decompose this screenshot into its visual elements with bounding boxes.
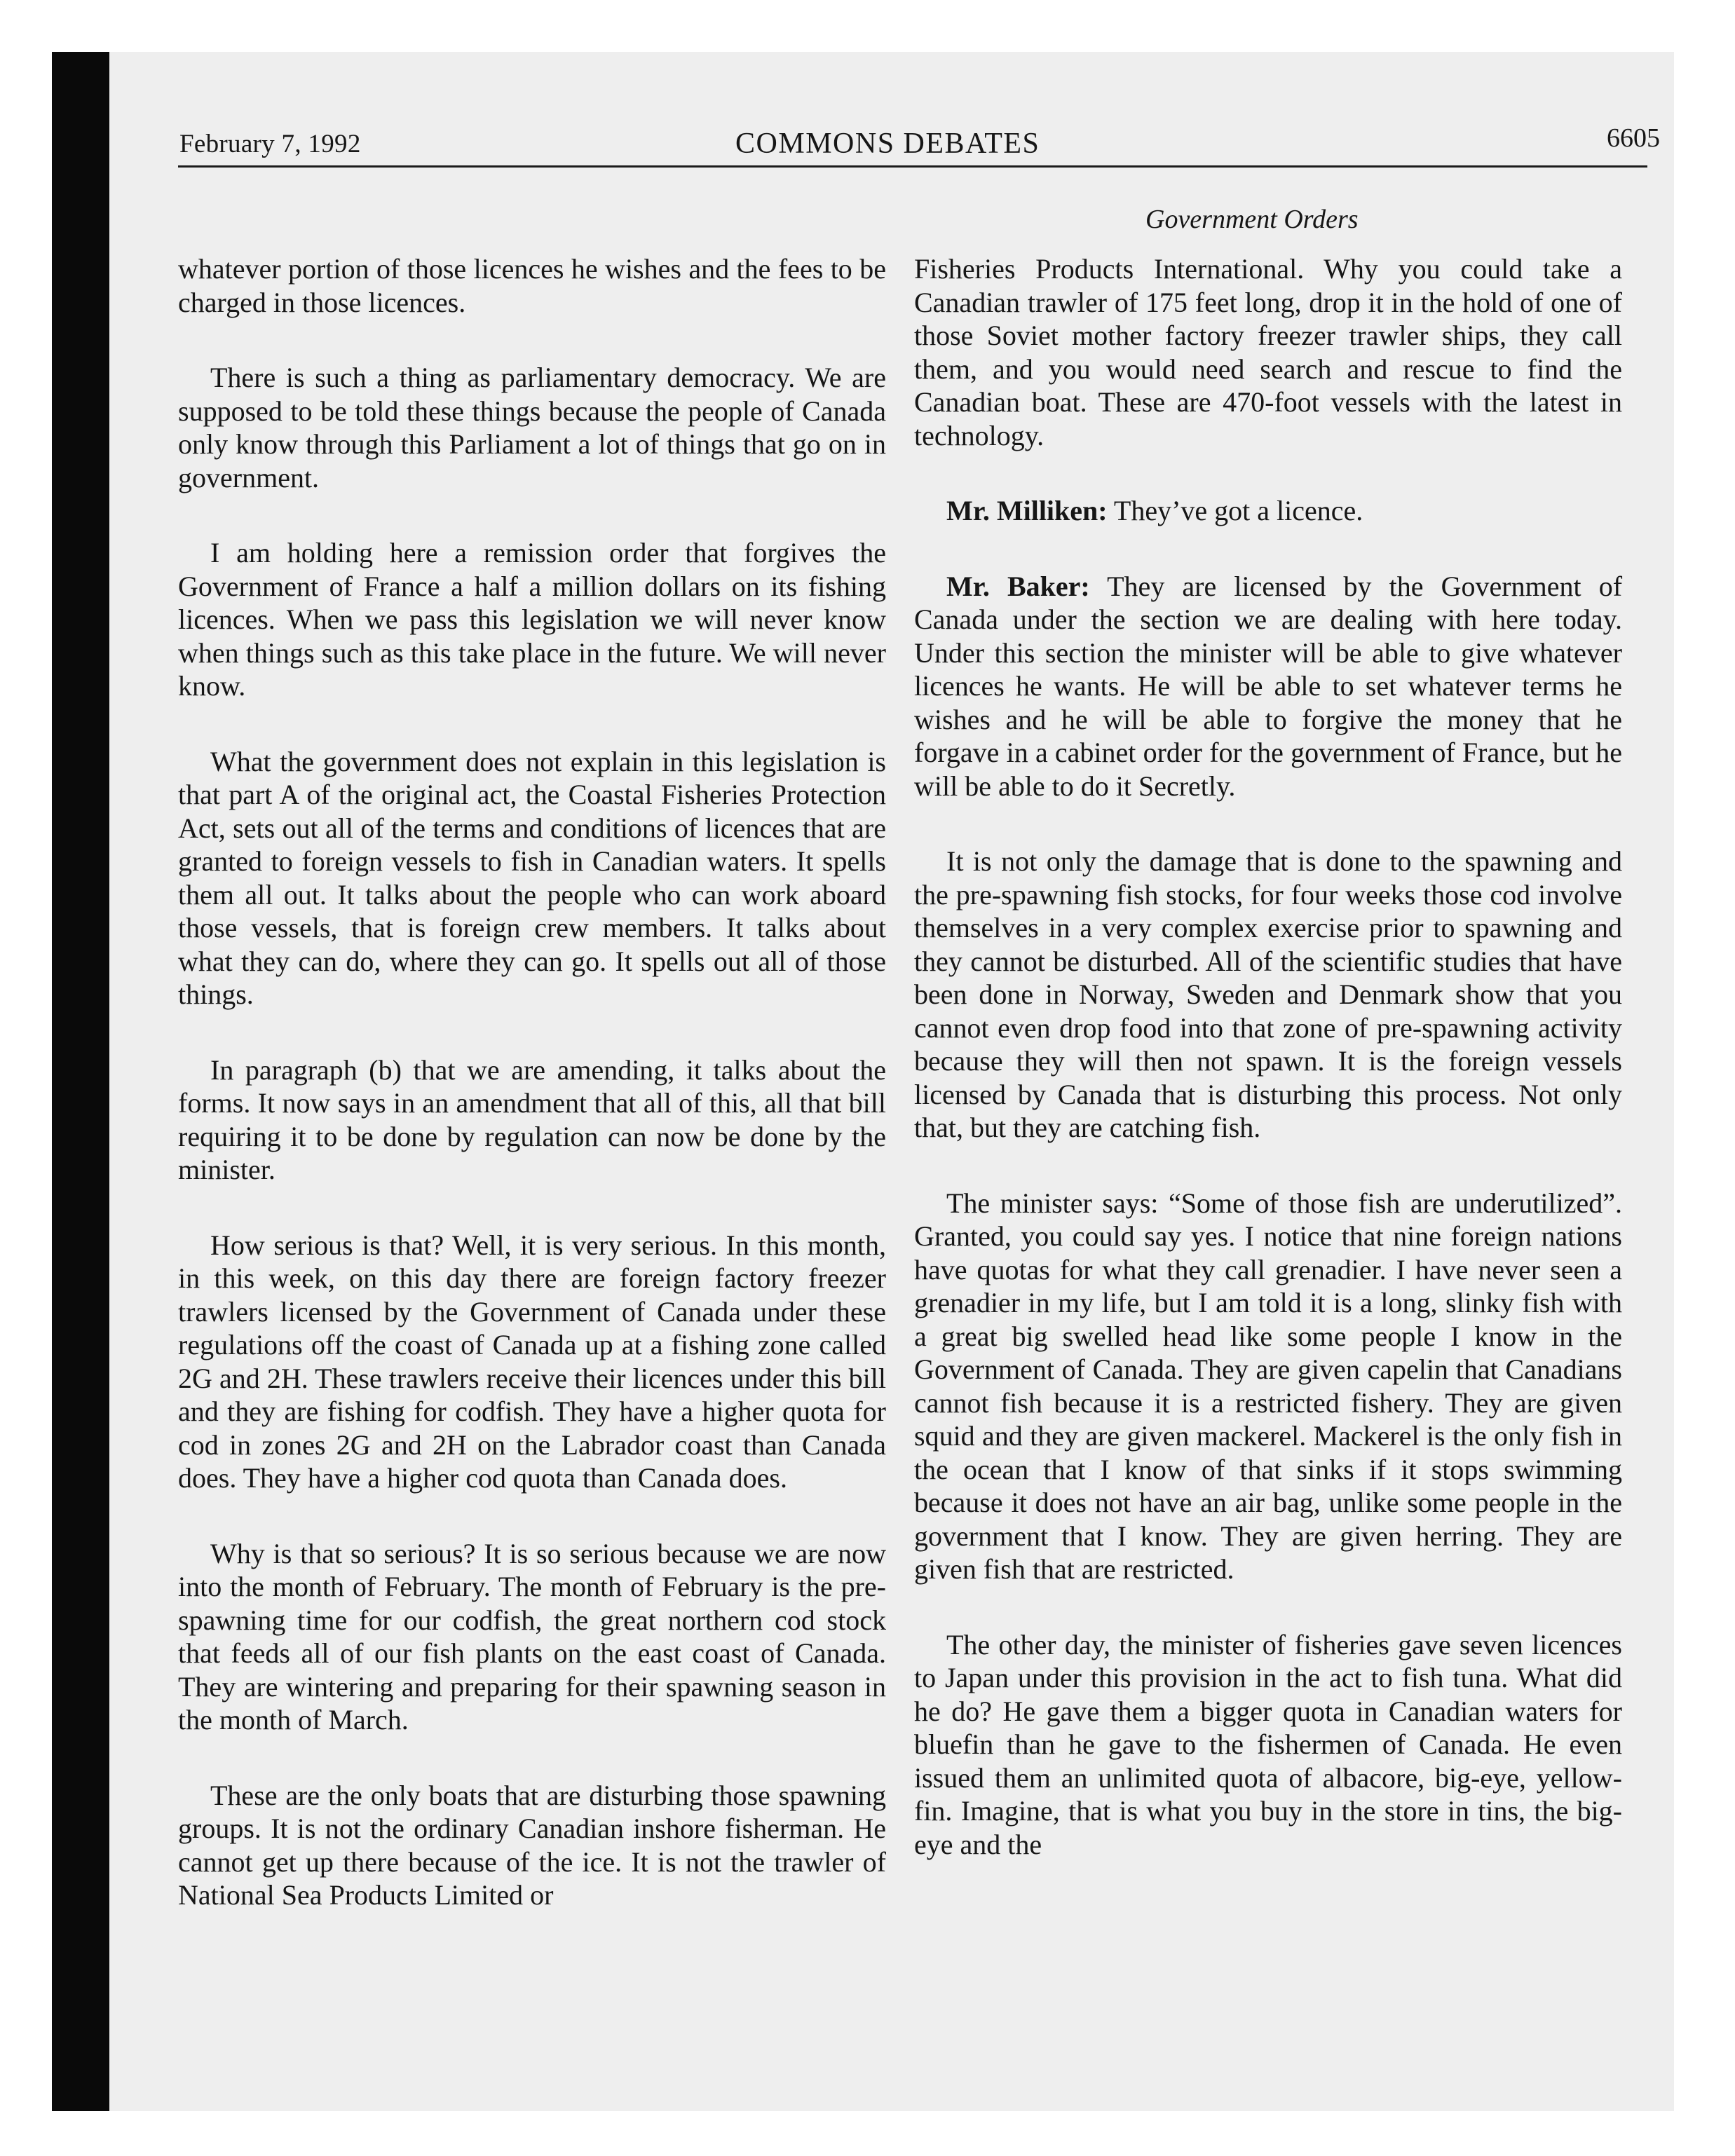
paragraph: The minister says: “Some of those fish are underutilized”. Granted, you could say yes. I notice that nine foreign nations have quotas for what they call grenadier. I have never seen a grenadier in my life, but I am told it is a long, slinky fish with a great big swelled head like some people I know in the Government of Canada. They are given capelin that Canadians cannot fish because it is a restricted fishery. They are given squid and they are given mackerel. Mackerel is the only fish in the ocean that I know of that sinks if it stops swimming because it does not have an air bag, unlike some people in the government that I know. They are given herring. They are given fish that are restricted. <box>914 1187 1622 1585</box>
speech-text: They’ve got a licence. <box>1113 495 1363 526</box>
left-column <box>178 252 886 1954</box>
paragraph: Why is that so serious? It is so serious because we are now into the month of February. The month of February is the pre-spawning time for our codfish, the great northern cod stock that feeds all of our fish plants on the east coast of Canada. They are wintering and preparing for their spawning season in the month of March. <box>178 1537 886 1735</box>
section-label: Government Orders <box>1145 205 1359 234</box>
right-column <box>914 252 1622 1903</box>
speech-milliken <box>914 494 1622 528</box>
paragraph: The other day, the minister of fisheries gave seven licences to Japan under this provision in the act to fish tuna. What did he do? He gave them a bigger quota in Canadian waters for bluefin than he gave to the fishermen of Canada. He even issued them an unlimited quota of albacore, big-eye, yellow-fin. Imagine, that is what you buy in the store in tins, the big-eye and the <box>914 1628 1622 1860</box>
paragraph: I am holding here a remission order that forgives the Government of France a half a million dollars on its fishing licences. When we pass this legislation we will never know when things such as this take place in the future. We will never know. <box>178 537 886 702</box>
header-rule <box>178 165 1647 168</box>
header-title: COMMONS DEBATES <box>735 128 1040 160</box>
paragraph: What the government does not explain in this legislation is that part A of the original act, the Coastal Fisheries Protection Act, sets out all of the terms and conditions of licences that are granted to foreign vessels to fish in Canadian waters. It spells them all out. It talks about the people who can work aboard those vessels, that is foreign crew members. It talks about what they can do, where they can go. It spells out all of those things. <box>178 745 886 1010</box>
speech-baker <box>914 570 1622 803</box>
paragraph: Fisheries Products International. Why you could take a Canadian trawler of 175 feet long, drop it in the hold of one of those Soviet mother factory freezer trawler ships, they call them, and you would need search and rescue to find the Canadian boat. These are 470-foot vessels with the latest in technology. <box>914 253 1622 451</box>
page-number: 6605 <box>1607 123 1660 153</box>
paragraph: How serious is that? Well, it is very serious. In this month, in this week, on this day there are foreign factory freezer trawlers licensed by the Government of Canada under these regulations off the coast of Canada up at a fishing zone called 2G and 2H. These trawlers receive their licences under this bill and they are fishing for codfish. They have a higher quota for cod in zones 2G and 2H on the Labrador coast than Canada does. They have a higher cod quota than Canada does. <box>178 1229 886 1494</box>
paragraph: These are the only boats that are disturbing those spawning groups. It is not the ordinary Canadian inshore fisherman. He cannot get up there because of the ice. It is not the trawler of National Sea Products Limited or <box>178 1779 886 1911</box>
paragraph: It is not only the damage that is done to the spawning and the pre-spawning fish stocks, for four weeks those cod involve themselves in a very complex exercise prior to spawning and they cannot be disturbed. All of the scientific studies that have been done in Norway, Sweden and Denmark show that you cannot even drop food into that zone of pre-spawning activity because they will then not spawn. It is the foreign vessels licensed by Canada that is disturbing this process. Not only that, but they are catching fish. <box>914 845 1622 1143</box>
speech-text: They are licensed by the Government of Canada under the section we are dealing with here today. Under this section the minister will be able to give whatever licences he wants. He will be able to set whatever terms he wishes and he will be able to forgive the money that he forgave in a cabinet order for the government of France, but he will be able to do it Secretly. <box>914 570 1623 802</box>
speaker-name: Mr. Milliken: <box>946 495 1108 526</box>
header-date: February 7, 1992 <box>179 130 361 158</box>
paragraph: whatever portion of those licences he wishes and the fees to be charged in those licences. <box>178 253 886 318</box>
paragraph: In paragraph (b) that we are amending, it talks about the forms. It now says in an amendment that all of this, all that bill requiring it to be done by regulation can now be done by the minister. <box>178 1053 886 1185</box>
speaker-name: Mr. Baker: <box>946 570 1090 602</box>
paragraph: There is such a thing as parliamentary democracy. We are supposed to be told these things because the people of Canada only know through this Parliament a lot of things that go on in government. <box>178 362 886 493</box>
scanned-page <box>52 52 1674 2111</box>
page-content <box>52 52 1674 2111</box>
